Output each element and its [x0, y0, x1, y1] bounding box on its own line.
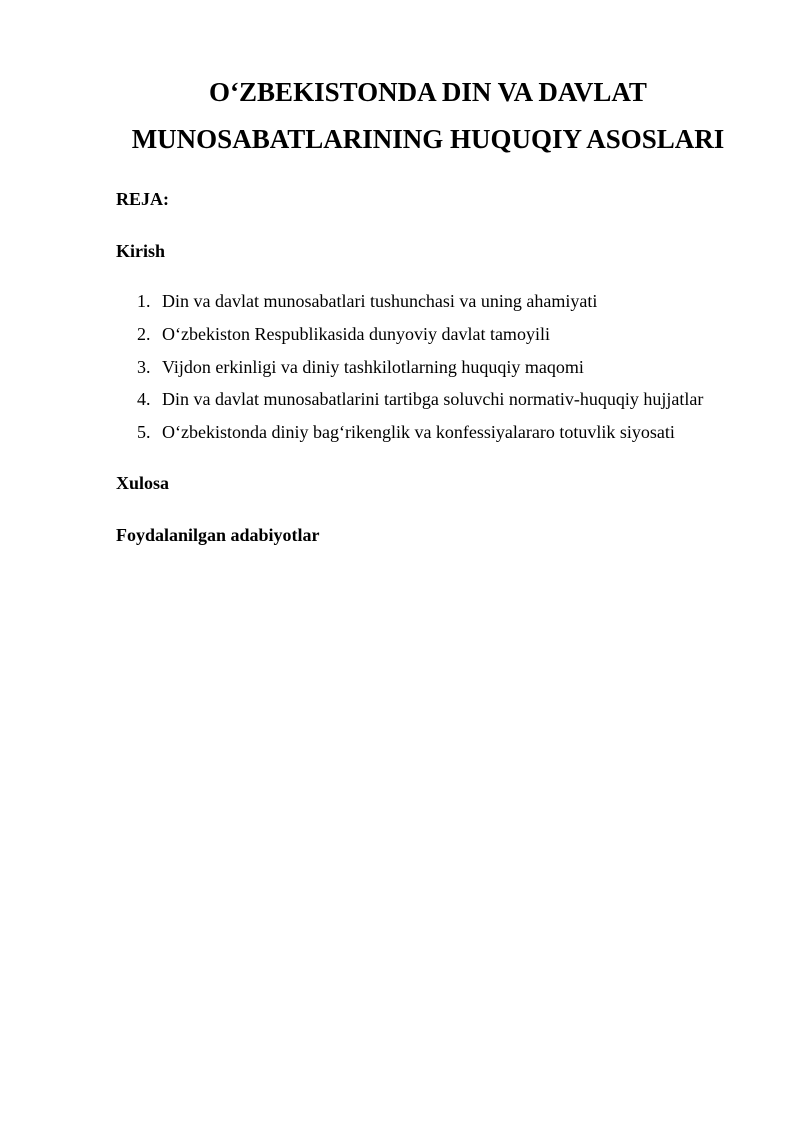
plan-item-number: 3.	[137, 357, 151, 377]
plan-heading: REJA:	[116, 189, 169, 209]
plan-item-text: O‘zbekiston Respublikasida dunyoviy davlat tamoyili	[162, 324, 550, 344]
plan-item-text: O‘zbekistonda diniy bag‘rikenglik va konfessiyalararo totuvlik siyosati	[162, 422, 675, 442]
references-heading: Foydalanilgan adabiyotlar	[116, 525, 320, 545]
plan-item-text: Din va davlat munosabatlari tushunchasi va uning ahamiyati	[162, 291, 598, 311]
plan-item-text: Vijdon erkinligi va diniy tashkilotlarning huquqiy maqomi	[162, 357, 584, 377]
conclusion-heading: Xulosa	[116, 473, 170, 493]
plan-item-number: 5.	[137, 422, 151, 442]
document-title-line-1: O‘ZBEKISTONDA DIN VA DAVLAT	[209, 77, 647, 107]
plan-item-number: 2.	[137, 324, 151, 344]
document-title-line-2: MUNOSABATLARINING HUQUQIY ASOSLARI	[131, 124, 725, 154]
plan-item-number: 4.	[137, 389, 151, 409]
plan-item-number: 1.	[137, 291, 151, 311]
plan-item-text: Din va davlat munosabatlarini tartibga soluvchi normativ-huquqiy hujjatlar	[162, 389, 704, 409]
intro-heading: Kirish	[116, 241, 166, 261]
